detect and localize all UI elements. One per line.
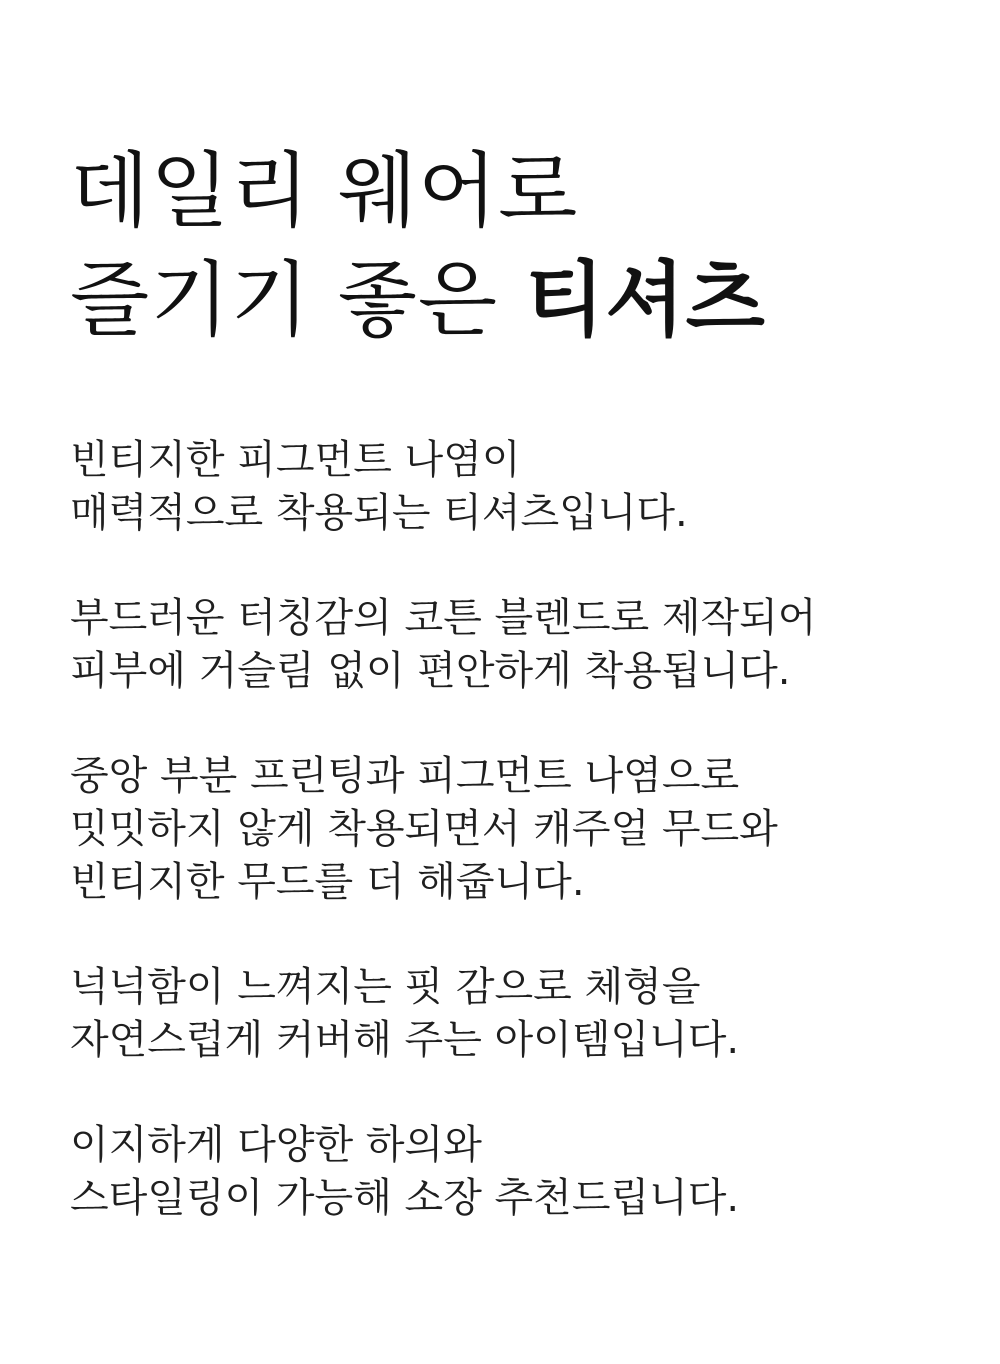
paragraph-line: 피부에 거슬림 없이 편안하게 착용됩니다. <box>70 648 791 694</box>
paragraph-line: 자연스럽게 커버해 주는 아이템입니다. <box>70 1017 740 1063</box>
paragraph-line: 빈티지한 피그먼트 나염이 <box>70 437 521 483</box>
paragraph-line: 스타일링이 가능해 소장 추천드립니다. <box>70 1175 740 1221</box>
description-body <box>70 434 950 1277</box>
headline <box>70 138 766 355</box>
paragraph-line: 부드러운 터칭감의 코튼 블렌드로 제작되어 <box>70 595 817 641</box>
headline-line-1: 데일리 웨어로 <box>70 144 579 239</box>
paragraph-line: 빈티지한 무드를 더 해줍니다. <box>70 859 585 905</box>
paragraph-line: 중앙 부분 프린팅과 피그먼트 나염으로 <box>70 753 740 799</box>
paragraph-line: 넉넉함이 느껴지는 핏 감으로 체형을 <box>70 964 701 1010</box>
paragraph-3 <box>70 750 950 909</box>
paragraph-5 <box>70 1119 950 1225</box>
headline-line-2-prefix: 즐기기 좋은 <box>70 253 499 348</box>
headline-emphasis: 티셔츠 <box>525 252 766 348</box>
paragraph-2 <box>70 592 950 698</box>
headline-line-2 <box>70 246 766 355</box>
paragraph-1 <box>70 434 950 540</box>
paragraph-line: 매력적으로 착용되는 티셔츠입니다. <box>70 490 688 536</box>
paragraph-4 <box>70 961 950 1067</box>
paragraph-line: 이지하게 다양한 하의와 <box>70 1122 482 1168</box>
paragraph-line: 밋밋하지 않게 착용되면서 캐주얼 무드와 <box>70 806 778 852</box>
